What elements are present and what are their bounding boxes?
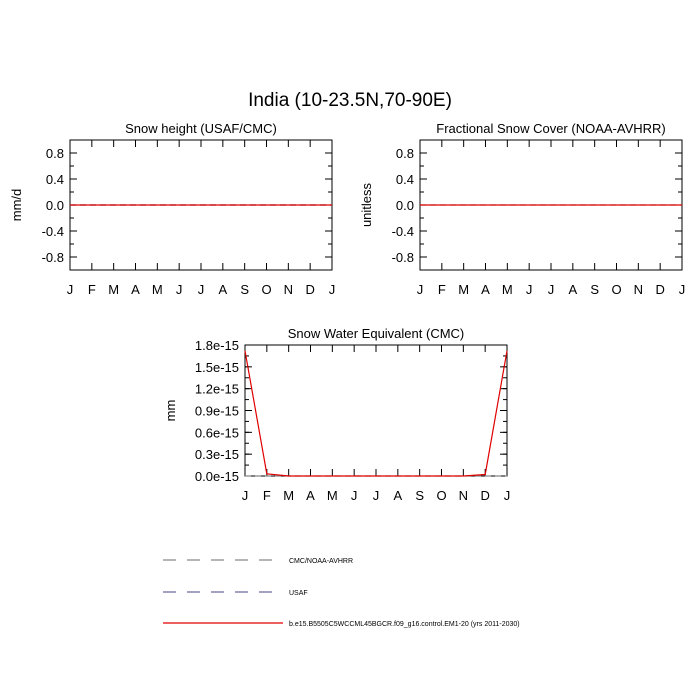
- fractional-snow-cover-ylabel: unitless: [359, 182, 374, 228]
- fractional-snow-cover-xtick-label: J: [416, 282, 424, 297]
- fractional-snow-cover-xtick-label: D: [655, 282, 665, 297]
- snow-height-ytick-label: -0.4: [41, 224, 64, 239]
- legend-label: b.e15.B5505C5WCCML45BGCR.f09_g16.control.EM1-20 (yrs 2011-2030): [289, 621, 520, 628]
- snow-water-equivalent-plot-frame: [245, 345, 507, 476]
- fractional-snow-cover-ytick-label: -0.4: [391, 224, 414, 239]
- snow-height-xtick-label: M: [108, 282, 120, 297]
- snow-height-panel: [9, 121, 335, 297]
- snow-height-xtick-label: J: [197, 282, 205, 297]
- snow-water-equivalent-xtick-label: D: [480, 488, 490, 503]
- snow-height-xtick-label: D: [305, 282, 315, 297]
- snow-height-title: Snow height (USAF/CMC): [125, 121, 277, 136]
- figure-title: India (10-23.5N,70-90E): [248, 90, 452, 111]
- fractional-snow-cover-ytick-label: 0.0: [395, 198, 414, 213]
- fractional-snow-cover-ytick-label: -0.8: [391, 250, 414, 265]
- fractional-snow-cover-xtick-label: M: [458, 282, 470, 297]
- snow-height-xtick-label: J: [328, 282, 336, 297]
- snow-height-ytick-label: 0.8: [45, 146, 64, 161]
- fractional-snow-cover-ytick-label: 0.8: [395, 146, 414, 161]
- snow-water-equivalent-ytick-label: 0.9e-15: [194, 403, 239, 419]
- snow-water-equivalent-title: Snow Water Equivalent (CMC): [287, 326, 465, 341]
- snow-water-equivalent-ytick-label: 1.2e-15: [194, 381, 239, 397]
- fractional-snow-cover-ytick-label: 0.4: [395, 172, 414, 187]
- fractional-snow-cover-xtick-label: N: [633, 282, 644, 297]
- snow-water-equivalent-xtick-label: J: [241, 488, 249, 503]
- fractional-snow-cover-xtick-label: O: [611, 282, 622, 297]
- snow-height-xtick-label: M: [151, 282, 163, 297]
- fractional-snow-cover-xtick-label: F: [437, 282, 446, 297]
- legend-label: CMC/NOAA-AVHRR: [289, 558, 354, 565]
- snow-height-xtick-label: A: [131, 282, 140, 297]
- snow-water-equivalent-ytick-label: 0.3e-15: [194, 447, 239, 463]
- snow-water-equivalent-ytick-label: 1.5e-15: [194, 359, 239, 375]
- fractional-snow-cover-xtick-label: J: [547, 282, 555, 297]
- snow-water-equivalent-xtick-label: J: [503, 488, 511, 503]
- snow-water-equivalent-xtick-label: N: [458, 488, 469, 503]
- fractional-snow-cover-xtick-label: J: [525, 282, 533, 297]
- snow-water-equivalent-ytick-label: 1.8e-15: [194, 338, 239, 353]
- snow-height-xtick-label: O: [261, 282, 272, 297]
- legend-label: USAF: [289, 590, 308, 597]
- snow-height-xtick-label: F: [87, 282, 96, 297]
- snow-water-equivalent-xtick-label: S: [415, 488, 425, 503]
- snow-height-xtick-label: N: [283, 282, 294, 297]
- snow-height-ytick-label: 0.4: [45, 172, 64, 187]
- snow-height-xtick-label: S: [240, 282, 250, 297]
- snow-water-equivalent-xtick-label: M: [283, 488, 295, 503]
- snow-height-ylabel: mm/d: [9, 188, 24, 222]
- legend: [163, 558, 520, 628]
- fractional-snow-cover-xtick-label: A: [481, 282, 490, 297]
- snow-height-xtick-label: J: [66, 282, 74, 297]
- snow-water-equivalent-ylabel: mm: [163, 399, 178, 422]
- snow-water-equivalent-xtick-label: J: [372, 488, 380, 503]
- fractional-snow-cover-xtick-label: A: [568, 282, 578, 297]
- snow-water-equivalent-series-line: [245, 351, 507, 476]
- snow-height-ytick-label: -0.8: [41, 250, 64, 265]
- snow-water-equivalent-xtick-label: J: [350, 488, 358, 503]
- fractional-snow-cover-xtick-label: J: [678, 282, 686, 297]
- snow-height-ytick-label: 0.0: [45, 198, 64, 213]
- snow-water-equivalent-xtick-label: A: [306, 488, 315, 503]
- snow-water-equivalent-ytick-label: 0.0e-15: [194, 469, 239, 484]
- fractional-snow-cover-xtick-label: S: [590, 282, 600, 297]
- snow-height-xtick-label: A: [218, 282, 228, 297]
- snow-water-equivalent-xtick-label: A: [393, 488, 403, 503]
- fractional-snow-cover-xtick-label: M: [501, 282, 513, 297]
- snow-water-equivalent-xtick-label: M: [326, 488, 338, 503]
- snow-water-equivalent-xtick-label: O: [436, 488, 447, 503]
- snow-water-equivalent-xtick-label: F: [262, 488, 271, 503]
- fractional-snow-cover-panel: [359, 121, 685, 297]
- snow-water-equivalent-ytick-label: 0.6e-15: [194, 425, 239, 441]
- snow-height-xtick-label: J: [175, 282, 183, 297]
- fractional-snow-cover-title: Fractional Snow Cover (NOAA-AVHRR): [436, 121, 666, 136]
- snow-water-equivalent-panel: [163, 326, 510, 503]
